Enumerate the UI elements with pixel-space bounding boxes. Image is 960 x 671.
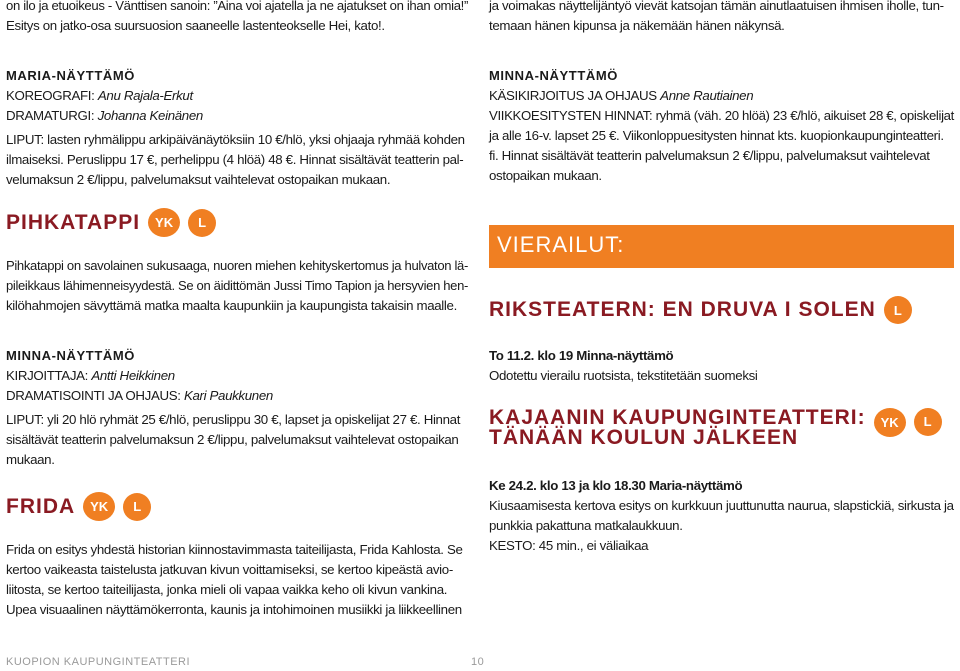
credit-label: KOREOGRAFI: [6,88,95,103]
l-badge-icon: L [884,296,912,324]
vierailut-banner [489,225,954,268]
credit-name: Johanna Keinänen [97,108,203,123]
vierailut-label: VIERAILUT: [497,232,625,257]
show-date: To 11.2. klo 19 Minna-näyttämö [489,348,674,363]
desc-line: kilöhahmojen sävyttämä matka maalta kaupunkiin ja kaupungista takaisin maalle. [6,298,457,313]
kajaanin-title [489,408,954,448]
intro-line: Esitys on jatko-osa suursuosion saaneelle lastenteokselle Hei, kato!. [6,18,385,33]
minna-rautiainen-block [489,66,958,186]
credit-name: Anu Rajala-Erkut [97,88,193,103]
credit-name: Anne Rautiainen [660,88,754,103]
l-badge-icon: L [188,209,216,237]
minna-block [6,346,460,470]
frida-title [6,492,151,521]
credit-name: Kari Paukkunen [183,388,273,403]
kajaanin-title-text [489,408,866,448]
kajaanin-info [489,476,954,556]
show-title: FRIDA [6,494,76,518]
right-intro [489,0,944,36]
yk-badge-icon: YK [148,208,180,237]
l-badge-icon: L [123,493,151,521]
intro-line: on ilo ja etuoikeus - Vänttisen sanoin: ”Aina voi ajatella ja ne ajatukset on ihan omia!” [6,0,468,13]
price-line: ostopaikan mukaan. [489,168,602,183]
frida-desc [6,540,463,620]
page-number: 10 [471,656,485,668]
maria-block [6,66,465,190]
show-title: TÄNÄÄN KOULUN JÄLKEEN [489,426,799,449]
credit-name: Antti Heikkinen [91,368,175,383]
credit-line [6,86,193,106]
price-line: LIPUT: yli 20 hlö ryhmät 25 €/hlö, peruslippu 30 €, lapset ja opiskelijat 27 €. Hinnat [6,412,461,427]
credit-label: KÄSIKIRJOITUS JA OHJAUS [489,88,657,103]
pihkatappi-desc [6,256,477,316]
price-line: LIPUT: lasten ryhmälippu arkipäivänäytöksiin 10 €/hlö, yksi ohjaaja ryhmää kohden [6,132,465,147]
credit-label: DRAMATISOINTI JA OHJAUS: [6,388,181,403]
yk-badge-icon: YK [874,408,906,437]
left-intro [6,0,474,36]
show-title: PIHKATAPPI [6,210,141,234]
credit-line [6,386,273,406]
venue-label: MINNA-NÄYTTÄMÖ [489,68,618,83]
credit-line [6,106,203,126]
credit-label: DRAMATURGI: [6,108,95,123]
desc-line: punkkia pakattuna matkalaukkuun. [489,518,683,533]
price-line: ilmaiseksi. Peruslippu 17 €, perhelippu (4 hlöä) 48 €. Hinnat sisältävät teatterin pal- [6,152,464,167]
pihkatappi-title [6,208,216,237]
price-line: velumaksun 2 €/lippu, palvelumaksut vaihtelevat ostopaikan mukaan. [6,172,391,187]
desc-line: Upea visuaalinen näyttämökerronta, kaunis ja intohimoinen musiikki ja liikkeellinen [6,602,462,617]
desc-line: pileikkaus lähimenneisyydestä. Se on äidittömän Jussi Timo Tapion ja hersyvien hen- [6,278,468,293]
riksteatern-title [489,296,912,324]
kajaanin-title-row [489,408,954,448]
price-line: mukaan. [6,452,55,467]
desc-line: liitosta, se kertoo taiteilijasta, jonka mieli oli vapaa vaikka keho oli kivun vankina. [6,582,448,597]
price-line: ja alle 16-v. lapset 25 €. Viikonloppuesitysten hinnat kts. kuopionkaupunginteatteri. [489,128,944,143]
venue-label: MINNA-NÄYTTÄMÖ [6,348,135,363]
price-line: sisältävät teatterin palvelumaksun 2 €/lippu, palvelumaksut vaihtelevat ostopaikan [6,432,459,447]
price-line: VIIKKOESITYSTEN HINNAT: ryhmä (väh. 20 hlöä) 23 €/hlö, aikuiset 28 €, opiskelijat [489,108,954,123]
desc-line: Kiusaamisesta kertova esitys on kurkkuun juuttunutta naurua, slapstickiä, sirkusta ja [489,498,954,513]
desc-line: Frida on esitys yhdestä historian kiinnostavimmasta taiteilijasta, Frida Kahlosta. Se [6,542,463,557]
yk-badge-icon: YK [83,492,115,521]
l-badge-icon: L [914,408,942,436]
credit-line [6,366,175,386]
credit-line [489,86,753,106]
riksteatern-info [489,346,954,386]
desc-line: KESTO: 45 min., ei väliaikaa [489,538,649,553]
desc-line: kertoo vaikeasta taistelusta jatkuvan kivun voittamiseksi, se kertoo kipeästä avio- [6,562,453,577]
intro-line: ja voimakas näyttelijäntyö vievät katsojan tämän ainutlaatuisen ihmisen iholle, tun- [489,0,944,13]
desc-line: Odotettu vierailu ruotsista, tekstitetään suomeksi [489,368,758,383]
show-title: RIKSTEATERN: EN DRUVA I SOLEN [489,298,876,321]
price-line: fi. Hinnat sisältävät teatterin palvelumaksun 2 €/lippu, palvelumaksut vaihtelevat [489,148,930,163]
venue-label: MARIA-NÄYTTÄMÖ [6,68,135,83]
desc-line: Pihkatappi on savolainen sukusaaga, nuoren miehen kehityskertomus ja hulvaton lä- [6,258,468,273]
intro-line: temaan hänen kipunsa ja näkemään hänen näkynsä. [489,18,785,33]
footer-publisher: KUOPION KAUPUNGINTEATTERI [6,656,191,668]
credit-label: KIRJOITTAJA: [6,368,88,383]
show-date: Ke 24.2. klo 13 ja klo 18.30 Maria-näyttämö [489,478,743,493]
show-title: KAJAANIN KAUPUNGINTEATTERI: [489,406,866,429]
